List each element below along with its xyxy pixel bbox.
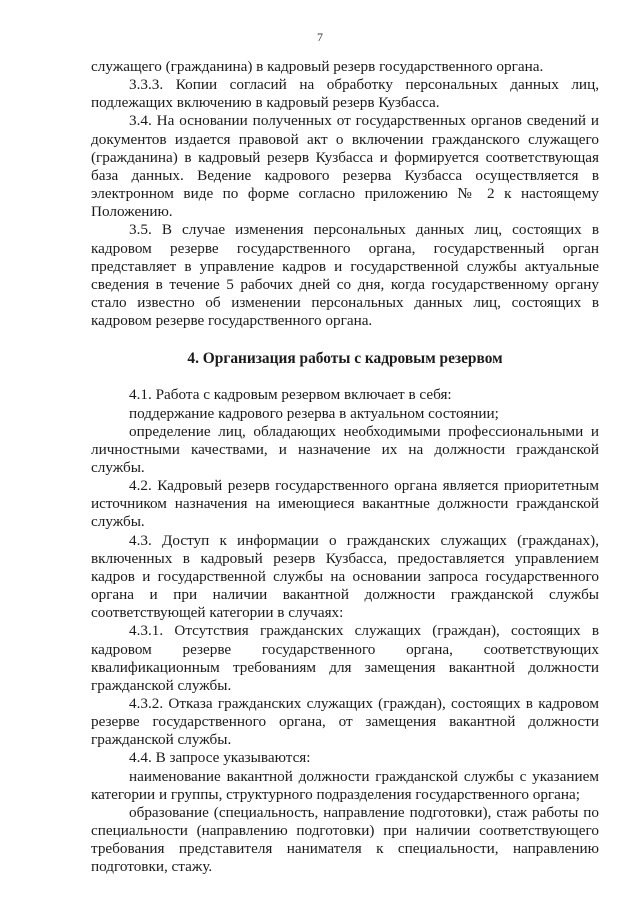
paragraph-3-4: 3.4. На основании полученных от государственных органов сведений и документов издается правовой акт о включении гражданского служащего (гражданина) в кадровый резерв Кузбасса и формируется соответствующая база данных. Ведение кадрового резерва Кузбасса осуществляется в электронном виде по форме согласно приложению № 2 к настоящему Положению. xyxy=(91,112,599,221)
paragraph-4-2: 4.2. Кадровый резерв государственного органа является приоритетным источником назначения на имеющиеся вакантные должности гражданской службы. xyxy=(91,477,599,531)
list-item-position-name: наименование вакантной должности гражданской службы с указанием категории и группы, структурного подразделения государственного органа; xyxy=(91,767,599,803)
spacer xyxy=(91,368,599,386)
paragraph-4-4: 4.4. В запросе указываются: xyxy=(129,749,311,767)
document-body xyxy=(91,58,599,877)
spacer xyxy=(91,330,599,350)
section-heading: 4. Организация работы с кадровым резервом xyxy=(187,350,503,368)
paragraph-3-5: 3.5. В случае изменения персональных данных лиц, состоящих в кадровом резерве государственного органа, государственный орган представляет в управление кадров и государственной службы актуальные сведения в течение 5 рабочих дней со дня, когда государственному органу стало известно об изменении персональных данных лиц, состоящих в кадровом резерве государственного органа. xyxy=(91,221,599,330)
paragraph-3-3-3: 3.3.3. Копии согласий на обработку персональных данных лиц, подлежащих включению в кадровый резерв Кузбасса. xyxy=(91,76,599,112)
paragraph-4-3-2: 4.3.2. Отказа гражданских служащих (граждан), состоящих в кадровом резерве государственного органа, от замещения вакантной должности гражданской службы. xyxy=(91,695,599,749)
page-number: 7 xyxy=(317,30,323,44)
paragraph-4-3-1: 4.3.1. Отсутствия гражданских служащих (граждан), состоящих в кадровом резерве государственного органа, соответствующих квалификационным требованиям для замещения вакантной должности гражданской службы. xyxy=(91,622,599,694)
paragraph-continuation: служащего (гражданина) в кадровый резерв государственного органа. xyxy=(91,58,544,75)
paragraph-4-1: 4.1. Работа с кадровым резервом включает в себя: xyxy=(129,386,452,404)
list-item-define-persons: определение лиц, обладающих необходимыми профессиональными и личностными качествами, и назначение их на должности гражданской службы. xyxy=(91,422,599,476)
paragraph-4-3: 4.3. Доступ к информации о гражданских служащих (гражданах), включенных в кадровый резерв Кузбасса, предоставляется управлением кадров и государственной службы на основании запроса государственного органа и при наличии вакантной должности гражданской службы соответствующей категории в случаях: xyxy=(91,531,599,622)
list-item-education: образование (специальность, направление подготовки), стаж работы по специальности (направлению подготовки) при наличии соответствующего требования представителя нанимателя к специальности, направлению подготовки, стажу. xyxy=(91,803,599,876)
list-item-maintain-reserve: поддержание кадрового резерва в актуальном состоянии; xyxy=(129,404,499,422)
